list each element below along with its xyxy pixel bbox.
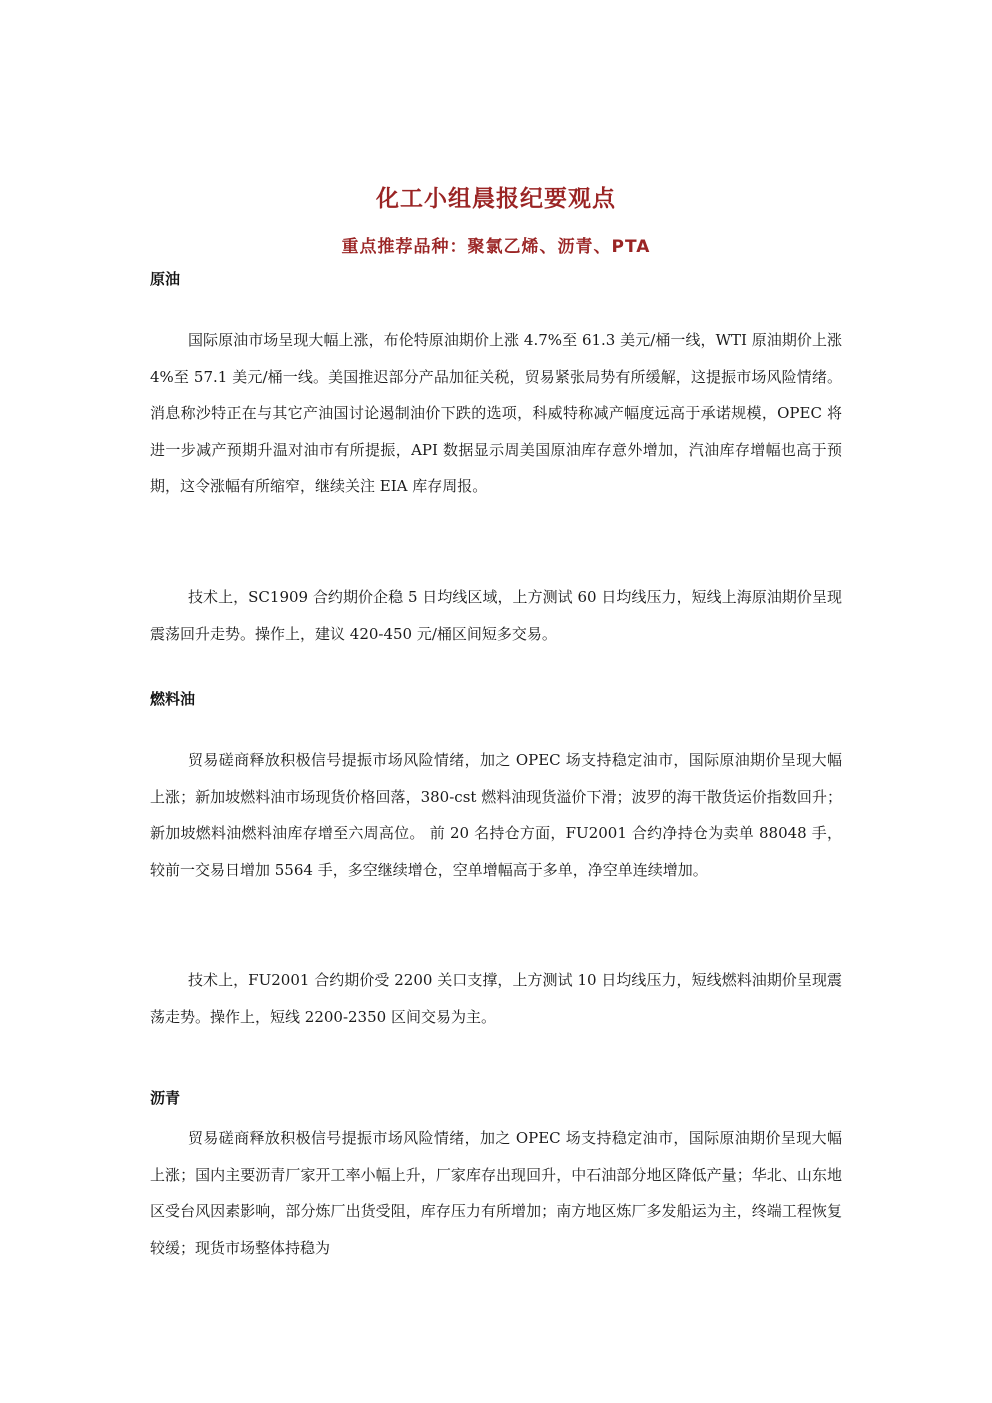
asphalt-paragraph-1: 贸易磋商释放积极信号提振市场风险情绪，加之 OPEC 场支持稳定油市，国际原油期价呈现大幅上涨；国内主要沥青厂家开工率小幅上升，厂家库存出现回升，中石油部分地区降低产量；华北、山东地区受台风因素影响，部分炼厂出货受阻，库存压力有所增加；南方地区炼厂多发船运为主，终端工程恢复较缓；现货市场整体持稳为 <box>150 1129 842 1257</box>
document-title: 化工小组晨报纪要观点 <box>376 186 616 212</box>
section-heading-fuel-oil: 燃料油 <box>150 690 196 708</box>
crude-oil-paragraph-2: 技术上，SC1909 合约期价企稳 5 日均线区域，上方测试 60 日均线压力，短线上海原油期价呈现震荡回升走势。操作上，建议 420-450 元/桶区间短多交易。 <box>150 588 842 643</box>
fuel-oil-paragraph-1: 贸易磋商释放积极信号提振市场风险情绪，加之 OPEC 场支持稳定油市，国际原油期价呈现大幅上涨；新加坡燃料油市场现货价格回落，380-cst 燃料油现货溢价下滑；波罗的海干散货运价指数回升；新加坡燃料油燃料油库存增至六周高位。 前 20 名持仓方面，FU2001 合约净持仓为卖单 88048 手，较前一交易日增加 5564 手，多空继续增仓，空单增幅高于多单，净空单连续增加。 <box>150 751 842 879</box>
document-subtitle: 重点推荐品种：聚氯乙烯、沥青、PTA <box>341 237 651 257</box>
fuel-oil-paragraph-2: 技术上，FU2001 合约期价受 2200 关口支撑，上方测试 10 日均线压力，短线燃料油期价呈现震荡走势。操作上，短线 2200-2350 区间交易为主。 <box>150 971 842 1026</box>
section-heading-asphalt: 沥青 <box>150 1089 181 1107</box>
section-heading-crude-oil: 原油 <box>150 270 181 288</box>
crude-oil-paragraph-1: 国际原油市场呈现大幅上涨，布伦特原油期价上涨 4.7%至 61.3 美元/桶一线，WTI 原油期价上涨 4%至 57.1 美元/桶一线。美国推迟部分产品加征关税，贸易紧张局势有所缓解，这提振市场风险情绪。消息称沙特正在与其它产油国讨论遏制油价下跌的选项，科威特称减产幅度远高于承诺规模，OPEC 将进一步减产预期升温对油市有所提振，API 数据显示周美国原油库存意外增加，汽油库存增幅也高于预期，这令涨幅有所缩窄，继续关注 EIA 库存周报。 <box>150 331 842 495</box>
